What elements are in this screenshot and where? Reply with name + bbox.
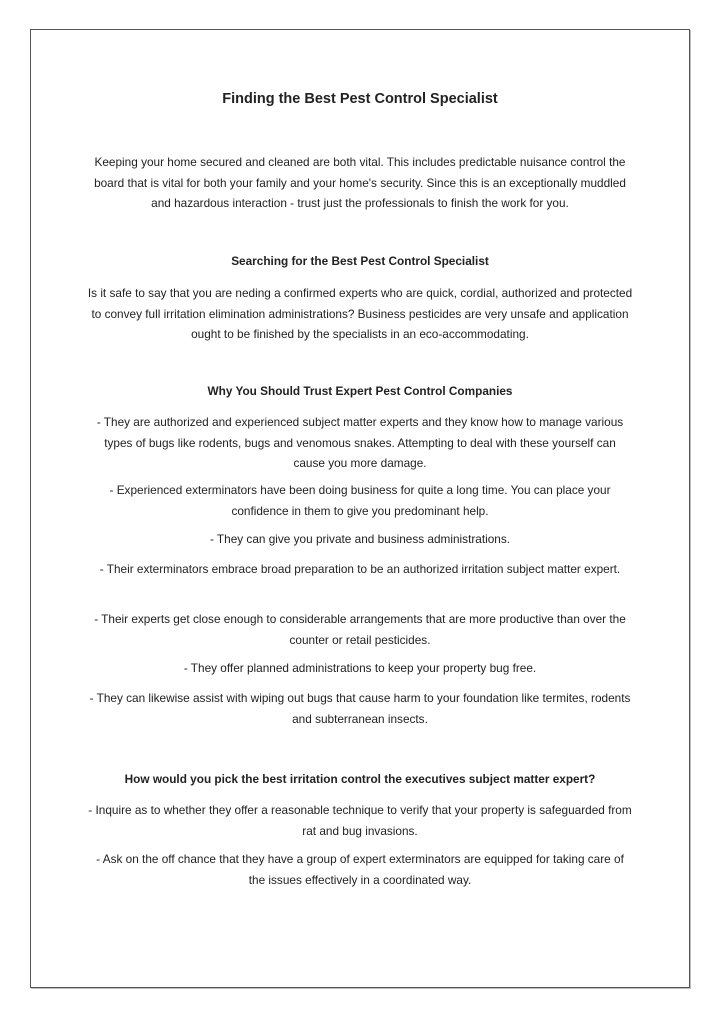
document-page xyxy=(30,29,690,988)
bullet-paragraph: - Their experts get close enough to considerable arrangements that are more productive than over the counter or retail pesticides. xyxy=(94,612,626,647)
section-heading-searching: Searching for the Best Pest Control Specialist xyxy=(231,254,489,268)
bullet-paragraph: - Experienced exterminators have been doing business for quite a long time. You can place your confidence in them to give you predominant help. xyxy=(109,483,611,518)
section-heading-how-to-pick: How would you pick the best irritation control the executives subject matter expert? xyxy=(124,772,596,786)
section-heading-why-trust: Why You Should Trust Expert Pest Control Companies xyxy=(207,384,513,398)
section-paragraph: Is it safe to say that you are neding a confirmed experts who are quick, cordial, authorized and protected to convey full irritation elimination administrations? Business pesticides are very unsafe and application ought to be finished by the specialists in an eco-accommodating. xyxy=(87,286,633,341)
bullet-paragraph: - They can give you private and business administrations. xyxy=(209,532,511,546)
page-title: Finding the Best Pest Control Specialist xyxy=(222,91,498,107)
bullet-paragraph: - They offer planned administrations to keep your property bug free. xyxy=(183,661,537,675)
bullet-paragraph: - They are authorized and experienced subject matter experts and they know how to manage various types of bugs like rodents, bugs and venomous snakes. Attempting to deal with these yourself can cause you more damage. xyxy=(96,415,624,470)
bullet-paragraph: - Their exterminators embrace broad preparation to be an authorized irritation subject matter expert. xyxy=(99,562,621,576)
bullet-paragraph: - They can likewise assist with wiping out bugs that cause harm to your foundation like termites, rodents and subterranean insects. xyxy=(89,691,631,726)
bullet-paragraph: - Inquire as to whether they offer a reasonable technique to verify that your property is safeguarded from rat and bug invasions. xyxy=(88,803,632,838)
bullet-paragraph: - Ask on the off chance that they have a group of expert exterminators are equipped for taking care of the issues effectively in a coordinated way. xyxy=(96,852,624,887)
intro-paragraph: Keeping your home secured and cleaned are both vital. This includes predictable nuisance control the board that is vital for both your family and your home's security. Since this is an exceptionally muddled and hazardous interaction - trust just the professionals to finish the work for you. xyxy=(94,155,626,210)
